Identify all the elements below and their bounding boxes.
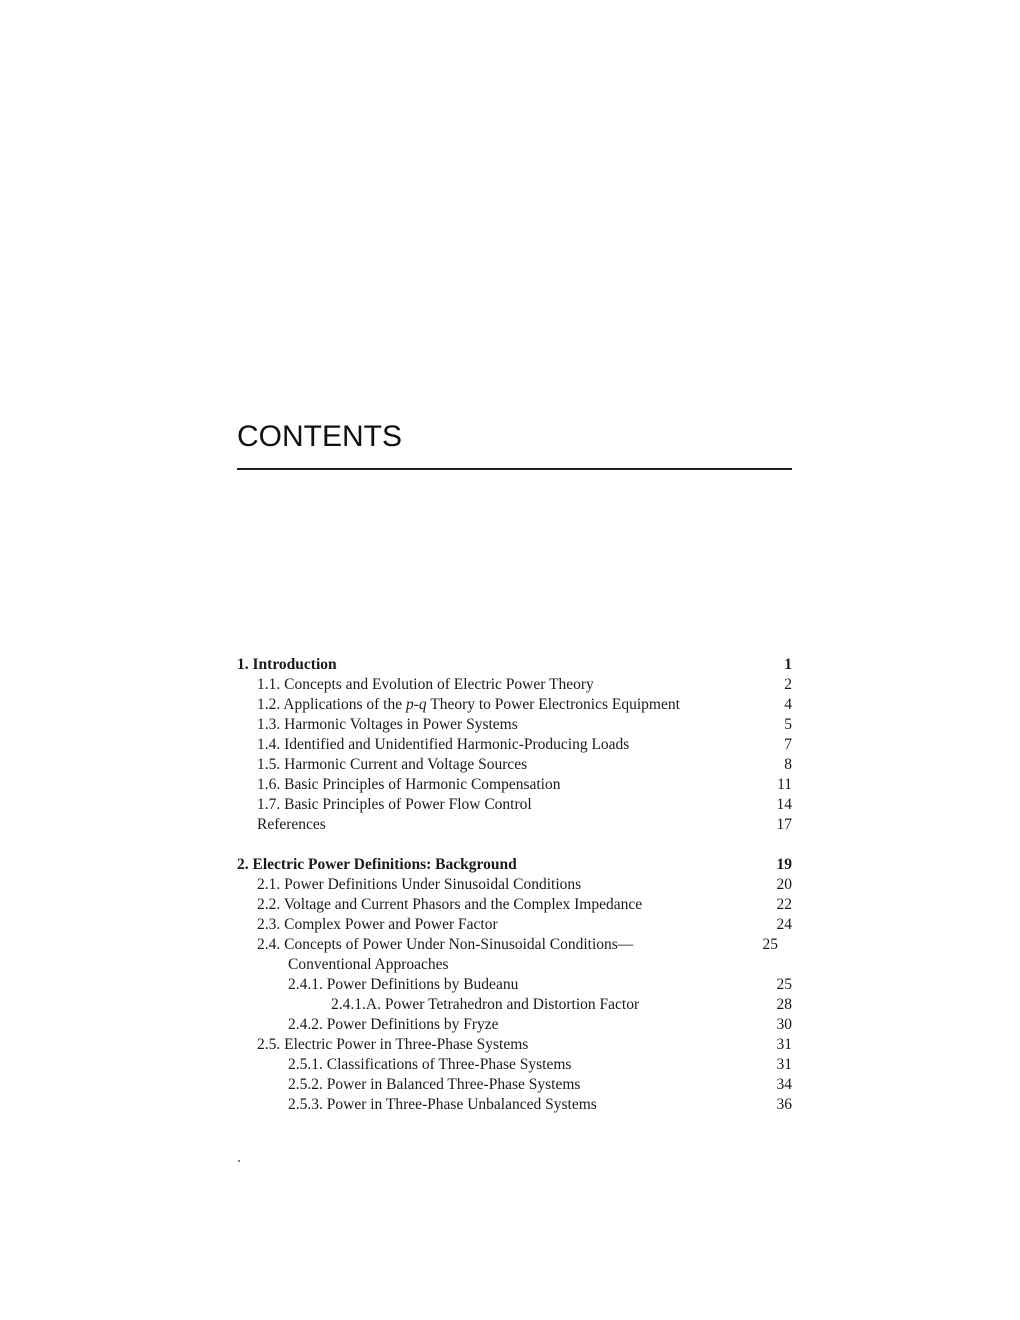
page-title: CONTENTS [237,420,402,453]
page-number: 8 [784,756,792,773]
entry-title: 1.6. Basic Principles of Harmonic Compensation [257,776,561,793]
page-number: 17 [776,816,792,833]
page-number: 30 [776,1016,792,1033]
entry-title-continuation: Conventional Approaches [288,956,449,973]
toc-entry[interactable] [237,755,792,775]
entry-title: 1.1. Concepts and Evolution of Electric Power Theory [257,676,594,693]
page-number: 20 [776,876,792,893]
entry-title: 2.3. Complex Power and Power Factor [257,916,498,933]
stray-dot-mark [238,1160,240,1162]
toc-entry[interactable] [237,935,792,955]
toc-entry[interactable] [237,735,792,755]
table-of-contents [237,655,792,1115]
entry-title: 1.4. Identified and Unidentified Harmonic-Producing Loads [257,736,630,753]
toc-entry-continuation[interactable] [237,955,792,975]
entry-title-part: Theory to Power Electronics Equipment [426,696,680,713]
page-number: 4 [784,696,792,713]
page-number: 36 [776,1096,792,1113]
toc-entry[interactable] [237,1075,792,1095]
entry-title: 2.5. Electric Power in Three-Phase Systems [257,1036,529,1053]
toc-entry[interactable] [237,675,792,695]
toc-entry[interactable] [237,775,792,795]
page-number: 14 [776,796,792,813]
entry-title: 2.4. Concepts of Power Under Non-Sinusoidal Conditions— [257,936,634,953]
page-number: 22 [776,896,792,913]
entry-title: 2.4.2. Power Definitions by Fryze [288,1016,499,1033]
toc-entry[interactable] [237,995,792,1015]
entry-title [257,695,680,715]
chapter-title: 1. Introduction [237,656,337,673]
page-number: 31 [776,1036,792,1053]
toc-entry[interactable] [237,875,792,895]
page-number: 19 [776,856,792,873]
entry-title: 2.5.1. Classifications of Three-Phase Systems [288,1056,572,1073]
entry-title: 2.4.1. Power Definitions by Budeanu [288,976,519,993]
entry-title: References [257,816,326,833]
page-number: 11 [777,776,792,793]
toc-entry[interactable] [237,1095,792,1115]
entry-title: 2.4.1.A. Power Tetrahedron and Distortion Factor [331,996,640,1013]
toc-entry[interactable] [237,715,792,735]
entry-title: 1.7. Basic Principles of Power Flow Control [257,796,532,813]
toc-entry-references[interactable] [237,815,792,835]
toc-entry[interactable] [237,1035,792,1055]
entry-title: 1.3. Harmonic Voltages in Power Systems [257,716,518,733]
toc-chapter-1 [237,655,792,835]
entry-title-italic: p-q [405,696,427,713]
page-number: 24 [776,916,792,933]
toc-entry[interactable] [237,915,792,935]
toc-entry[interactable] [237,695,792,715]
toc-chapter-2 [237,855,792,1115]
page-number: 28 [776,996,792,1013]
page-number: 2 [784,676,792,693]
page-number: 1 [784,656,792,673]
page-number: 5 [784,716,792,733]
entry-title: 2.2. Voltage and Current Phasors and the Complex Impedance [257,896,643,913]
toc-entry[interactable] [237,795,792,815]
page-number: 7 [784,736,792,753]
entry-title: 1.5. Harmonic Current and Voltage Sources [257,756,528,773]
toc-entry[interactable] [237,975,792,995]
toc-entry[interactable] [237,1015,792,1035]
toc-entry[interactable] [237,1055,792,1075]
chapter-title: 2. Electric Power Definitions: Background [237,856,517,873]
toc-chapter-heading[interactable] [237,855,792,875]
entry-title-part: 1.2. Applications of the [257,696,406,713]
entry-title: 2.5.3. Power in Three-Phase Unbalanced Systems [288,1096,597,1113]
entry-title: 2.5.2. Power in Balanced Three-Phase Systems [288,1076,581,1093]
entry-title: 2.1. Power Definitions Under Sinusoidal Conditions [257,876,582,893]
page-number: 34 [776,1076,792,1093]
page-number: 31 [776,1056,792,1073]
page-number: 25 [776,976,792,993]
toc-chapter-heading[interactable] [237,655,792,675]
toc-entry[interactable] [237,895,792,915]
page-number: 25 [762,936,778,953]
title-rule [237,468,792,470]
